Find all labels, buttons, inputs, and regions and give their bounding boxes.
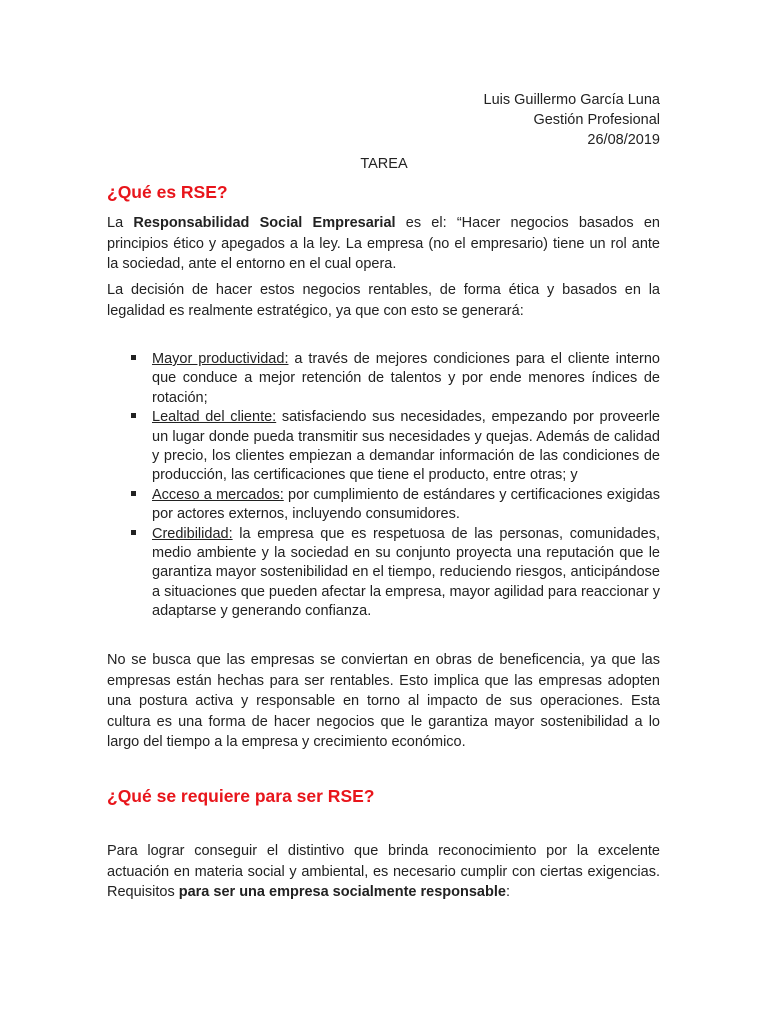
list-item — [107, 408, 660, 486]
paragraph-strategic-decision: La decisión de hacer estos negocios rentables, de forma ética y basados en la legalidad es realmente estratégico, ya que con esto se generará: — [107, 282, 660, 319]
bullet-square-icon — [131, 491, 136, 496]
bold-term: Responsabilidad Social Empresarial — [133, 215, 396, 231]
list-item — [107, 350, 660, 408]
list-item-text: por cumplimiento de estándares y certificaciones exigidas por actores externos, incluyendo consumidores. — [152, 486, 660, 523]
bullet-square-icon — [131, 355, 136, 360]
list-item — [107, 525, 660, 622]
course-name: Gestión Profesional — [533, 112, 660, 128]
text-run: Para lograr conseguir el distintivo que brinda reconocimiento por la excelente actuación en materia social y ambiental, es necesario cumplir con ciertas exigencias. Requisitos — [107, 843, 660, 900]
list-item-term: Credibilidad: — [152, 525, 233, 542]
paragraph-no-beneficencia: No se busca que las empresas se conviertan en obras de beneficencia, ya que las empresas están hechas para ser rentables. Esto implica que las empresas adopten una postura activa y responsable en torno al impacto de sus operaciones. Esta cultura es una forma de hacer negocios que le garantiza mayor sostenibilidad a lo largo del tiempo a la empresa y crecimiento económico. — [107, 652, 660, 750]
list-item-term: Acceso a mercados: — [152, 486, 284, 503]
text-run: es el: “Hacer negocios basados en principios ético y apegados a la ley. La empresa (no el empresario) tiene un rol ante la sociedad, ante el entorno en el cual opera. — [107, 215, 660, 272]
list-item-text: la empresa que es respetuosa de las personas, comunidades, medio ambiente y la sociedad en su conjunto proyecta una reputación que le garantiza mayor sostenibilidad en el tiempo, reduciendo riesgos, anticipándose a situaciones que pueden afectar la empresa, mayor agilidad para reaccionar y adaptarse y generando confianza. — [152, 525, 660, 620]
bullet-square-icon — [131, 413, 136, 418]
section-heading-requisitos-rse: ¿Qué se requiere para ser RSE? — [107, 786, 375, 806]
bold-term: para ser una empresa socialmente responsable — [178, 884, 506, 900]
author-name: Luis Guillermo García Luna — [483, 92, 660, 108]
list-item-term: Lealtad del cliente: — [152, 409, 277, 426]
section-heading-que-es-rse: ¿Qué es RSE? — [107, 182, 228, 202]
bullet-square-icon — [131, 530, 136, 535]
benefits-list — [107, 350, 660, 622]
document-header — [484, 90, 661, 150]
list-item-text: satisfaciendo sus necesidades, empezando por proveerle un lugar donde pueda transmitir sus necesidades y quejas. Además de calidad y precio, los clientes empiezan a demandar información de las condiciones de producción, las certificaciones que tiene el producto, entre otras; y — [152, 409, 660, 484]
text-run: La — [107, 215, 134, 231]
document-date: 26/08/2019 — [587, 132, 660, 148]
text-run: : — [505, 884, 510, 900]
document-title: TAREA — [360, 156, 408, 172]
list-item-term: Mayor productividad: — [152, 351, 289, 367]
list-item-text: a través de mejores condiciones para el cliente interno que conduce a mejor retención de talentos y por ende menores índices de rotación; — [152, 351, 660, 406]
paragraph-requisitos — [107, 841, 660, 903]
paragraph-rse-definition — [107, 213, 660, 275]
list-item — [107, 486, 660, 525]
